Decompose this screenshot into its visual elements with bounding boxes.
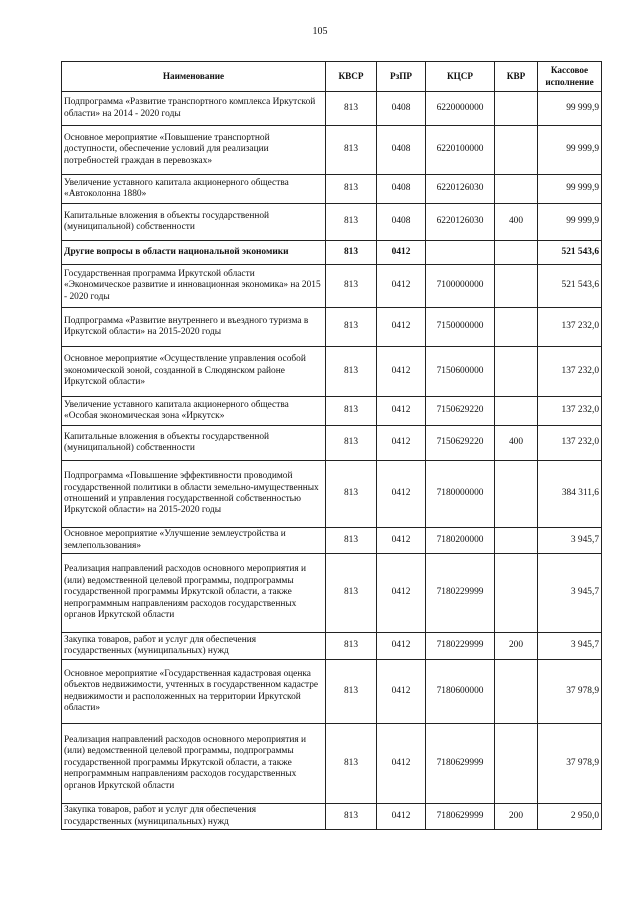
table-row bbox=[62, 554, 602, 633]
row-kcsr: 7180000000 bbox=[426, 461, 495, 528]
row-kvr bbox=[495, 265, 538, 308]
table-row bbox=[62, 633, 602, 660]
table-row bbox=[62, 241, 602, 265]
row-kcsr: 7150000000 bbox=[426, 308, 495, 347]
row-amount: 3 945,7 bbox=[538, 633, 602, 660]
row-amount: 137 232,0 bbox=[538, 397, 602, 426]
header-kvr: КВР bbox=[495, 62, 538, 92]
row-kcsr: 7180629999 bbox=[426, 804, 495, 830]
row-rzpr: 0412 bbox=[377, 265, 426, 308]
row-amount: 37 978,9 bbox=[538, 724, 602, 804]
row-name: Подпрограмма «Повышение эффективности проводимой государственной политики в области земельно-имущественных отношений и управления государственной собственностью Иркутской области» на 2015-2020 годы bbox=[62, 461, 326, 528]
row-amount: 2 950,0 bbox=[538, 804, 602, 830]
row-kvr bbox=[495, 397, 538, 426]
row-amount: 521 543,6 bbox=[538, 241, 602, 265]
row-kvr bbox=[495, 461, 538, 528]
row-kvr bbox=[495, 724, 538, 804]
row-amount: 384 311,6 bbox=[538, 461, 602, 528]
row-amount: 3 945,7 bbox=[538, 528, 602, 554]
table-row bbox=[62, 528, 602, 554]
row-amount: 99 999,9 bbox=[538, 92, 602, 126]
row-kvr: 200 bbox=[495, 804, 538, 830]
row-name: Капитальные вложения в объекты государственной (муниципальной) собственности bbox=[62, 204, 326, 241]
row-kvsr: 813 bbox=[326, 554, 377, 633]
row-kvr bbox=[495, 554, 538, 633]
row-rzpr: 0412 bbox=[377, 724, 426, 804]
row-name: Закупка товаров, работ и услуг для обеспечения государственных (муниципальных) нужд bbox=[62, 804, 326, 830]
row-kvr bbox=[495, 126, 538, 175]
row-kvsr: 813 bbox=[326, 126, 377, 175]
row-kvsr: 813 bbox=[326, 265, 377, 308]
row-amount: 137 232,0 bbox=[538, 426, 602, 461]
row-kcsr: 7180229999 bbox=[426, 633, 495, 660]
row-rzpr: 0412 bbox=[377, 633, 426, 660]
row-rzpr: 0412 bbox=[377, 308, 426, 347]
header-name: Наименование bbox=[62, 62, 326, 92]
table-header-row bbox=[62, 62, 602, 92]
row-amount: 521 543,6 bbox=[538, 265, 602, 308]
header-kcsr: КЦСР bbox=[426, 62, 495, 92]
row-rzpr: 0412 bbox=[377, 241, 426, 265]
budget-table bbox=[61, 61, 602, 830]
row-kvr bbox=[495, 241, 538, 265]
row-kvsr: 813 bbox=[326, 175, 377, 204]
row-name: Основное мероприятие «Осуществление управления особой экономической зоной, созданной в Слюдянском районе Иркутской области» bbox=[62, 347, 326, 397]
row-amount: 99 999,9 bbox=[538, 204, 602, 241]
row-kvsr: 813 bbox=[326, 804, 377, 830]
row-name: Основное мероприятие «Государственная кадастровая оценка объектов недвижимости, учтенных в государственном кадастре недвижимости и расположенных на территории Иркутской области» bbox=[62, 660, 326, 724]
table-row bbox=[62, 804, 602, 830]
row-kvsr: 813 bbox=[326, 92, 377, 126]
header-amount: Кассовое исполнение bbox=[538, 62, 602, 92]
row-name: Увеличение уставного капитала акционерного общества «Особая экономическая зона «Иркутск» bbox=[62, 397, 326, 426]
row-kvsr: 813 bbox=[326, 308, 377, 347]
row-kvr bbox=[495, 175, 538, 204]
row-amount: 99 999,9 bbox=[538, 126, 602, 175]
row-kvsr: 813 bbox=[326, 241, 377, 265]
row-kcsr: 7180629999 bbox=[426, 724, 495, 804]
row-kvsr: 813 bbox=[326, 633, 377, 660]
table-row bbox=[62, 175, 602, 204]
row-amount: 3 945,7 bbox=[538, 554, 602, 633]
row-rzpr: 0408 bbox=[377, 92, 426, 126]
row-kvr bbox=[495, 347, 538, 397]
row-kcsr: 7180229999 bbox=[426, 554, 495, 633]
page-number: 105 bbox=[312, 26, 328, 37]
row-rzpr: 0408 bbox=[377, 175, 426, 204]
row-name: Основное мероприятие «Повышение транспортной доступности, обеспечение условий для реализации потребностей граждан в перевозках» bbox=[62, 126, 326, 175]
row-name: Другие вопросы в области национальной экономики bbox=[62, 241, 326, 265]
row-rzpr: 0412 bbox=[377, 397, 426, 426]
row-kvr bbox=[495, 308, 538, 347]
table-row bbox=[62, 265, 602, 308]
table-row bbox=[62, 347, 602, 397]
row-kvsr: 813 bbox=[326, 724, 377, 804]
row-rzpr: 0412 bbox=[377, 426, 426, 461]
row-kcsr: 7150600000 bbox=[426, 347, 495, 397]
row-kvr: 200 bbox=[495, 633, 538, 660]
header-rzpr: РзПР bbox=[377, 62, 426, 92]
row-kcsr bbox=[426, 241, 495, 265]
row-kvr: 400 bbox=[495, 426, 538, 461]
table-row bbox=[62, 660, 602, 724]
table-row bbox=[62, 461, 602, 528]
table-row bbox=[62, 204, 602, 241]
table-row bbox=[62, 426, 602, 461]
row-kvr bbox=[495, 92, 538, 126]
row-kcsr: 7180600000 bbox=[426, 660, 495, 724]
table-row bbox=[62, 92, 602, 126]
row-kvr: 400 bbox=[495, 204, 538, 241]
row-amount: 137 232,0 bbox=[538, 347, 602, 397]
row-kcsr: 6220100000 bbox=[426, 126, 495, 175]
row-kcsr: 6220126030 bbox=[426, 175, 495, 204]
row-rzpr: 0412 bbox=[377, 528, 426, 554]
row-kvsr: 813 bbox=[326, 426, 377, 461]
row-amount: 99 999,9 bbox=[538, 175, 602, 204]
row-rzpr: 0408 bbox=[377, 126, 426, 175]
row-kcsr: 7150629220 bbox=[426, 426, 495, 461]
table-row bbox=[62, 397, 602, 426]
row-name: Подпрограмма «Развитие транспортного комплекса Иркутской области» на 2014 - 2020 годы bbox=[62, 92, 326, 126]
row-name: Подпрограмма «Развитие внутреннего и въездного туризма в Иркутской области» на 2015-2020 годы bbox=[62, 308, 326, 347]
row-kcsr: 6220126030 bbox=[426, 204, 495, 241]
row-kvsr: 813 bbox=[326, 461, 377, 528]
row-amount: 37 978,9 bbox=[538, 660, 602, 724]
row-rzpr: 0412 bbox=[377, 554, 426, 633]
row-name: Реализация направлений расходов основного мероприятия и (или) ведомственной целевой программы, подпрограммы государственной программы Иркутской области, а также непрограммным направлениям расходов государственных органов Иркутской области bbox=[62, 724, 326, 804]
row-rzpr: 0412 bbox=[377, 347, 426, 397]
row-name: Государственная программа Иркутской области «Экономическое развитие и инновационная экономика» на 2015 - 2020 годы bbox=[62, 265, 326, 308]
row-kvsr: 813 bbox=[326, 660, 377, 724]
header-kvsr: КВСР bbox=[326, 62, 377, 92]
row-kcsr: 7150629220 bbox=[426, 397, 495, 426]
table-row bbox=[62, 308, 602, 347]
table-row bbox=[62, 724, 602, 804]
row-amount: 137 232,0 bbox=[538, 308, 602, 347]
row-kvr bbox=[495, 660, 538, 724]
row-rzpr: 0412 bbox=[377, 461, 426, 528]
row-kvsr: 813 bbox=[326, 528, 377, 554]
row-kvsr: 813 bbox=[326, 204, 377, 241]
row-name: Реализация направлений расходов основного мероприятия и (или) ведомственной целевой программы, подпрограммы государственной программы Иркутской области, а также непрограммным направлениям расходов государственных органов Иркутской области bbox=[62, 554, 326, 633]
row-kvr bbox=[495, 528, 538, 554]
row-rzpr: 0412 bbox=[377, 660, 426, 724]
row-rzpr: 0408 bbox=[377, 204, 426, 241]
row-rzpr: 0412 bbox=[377, 804, 426, 830]
row-name: Капитальные вложения в объекты государственной (муниципальной) собственности bbox=[62, 426, 326, 461]
row-kvsr: 813 bbox=[326, 347, 377, 397]
row-kvsr: 813 bbox=[326, 397, 377, 426]
row-kcsr: 7180200000 bbox=[426, 528, 495, 554]
row-name: Увеличение уставного капитала акционерного общества «Автоколонна 1880» bbox=[62, 175, 326, 204]
row-kcsr: 7100000000 bbox=[426, 265, 495, 308]
row-name: Закупка товаров, работ и услуг для обеспечения государственных (муниципальных) нужд bbox=[62, 633, 326, 660]
table-row bbox=[62, 126, 602, 175]
row-kcsr: 6220000000 bbox=[426, 92, 495, 126]
row-name: Основное мероприятие «Улучшение землеустройства и землепользования» bbox=[62, 528, 326, 554]
